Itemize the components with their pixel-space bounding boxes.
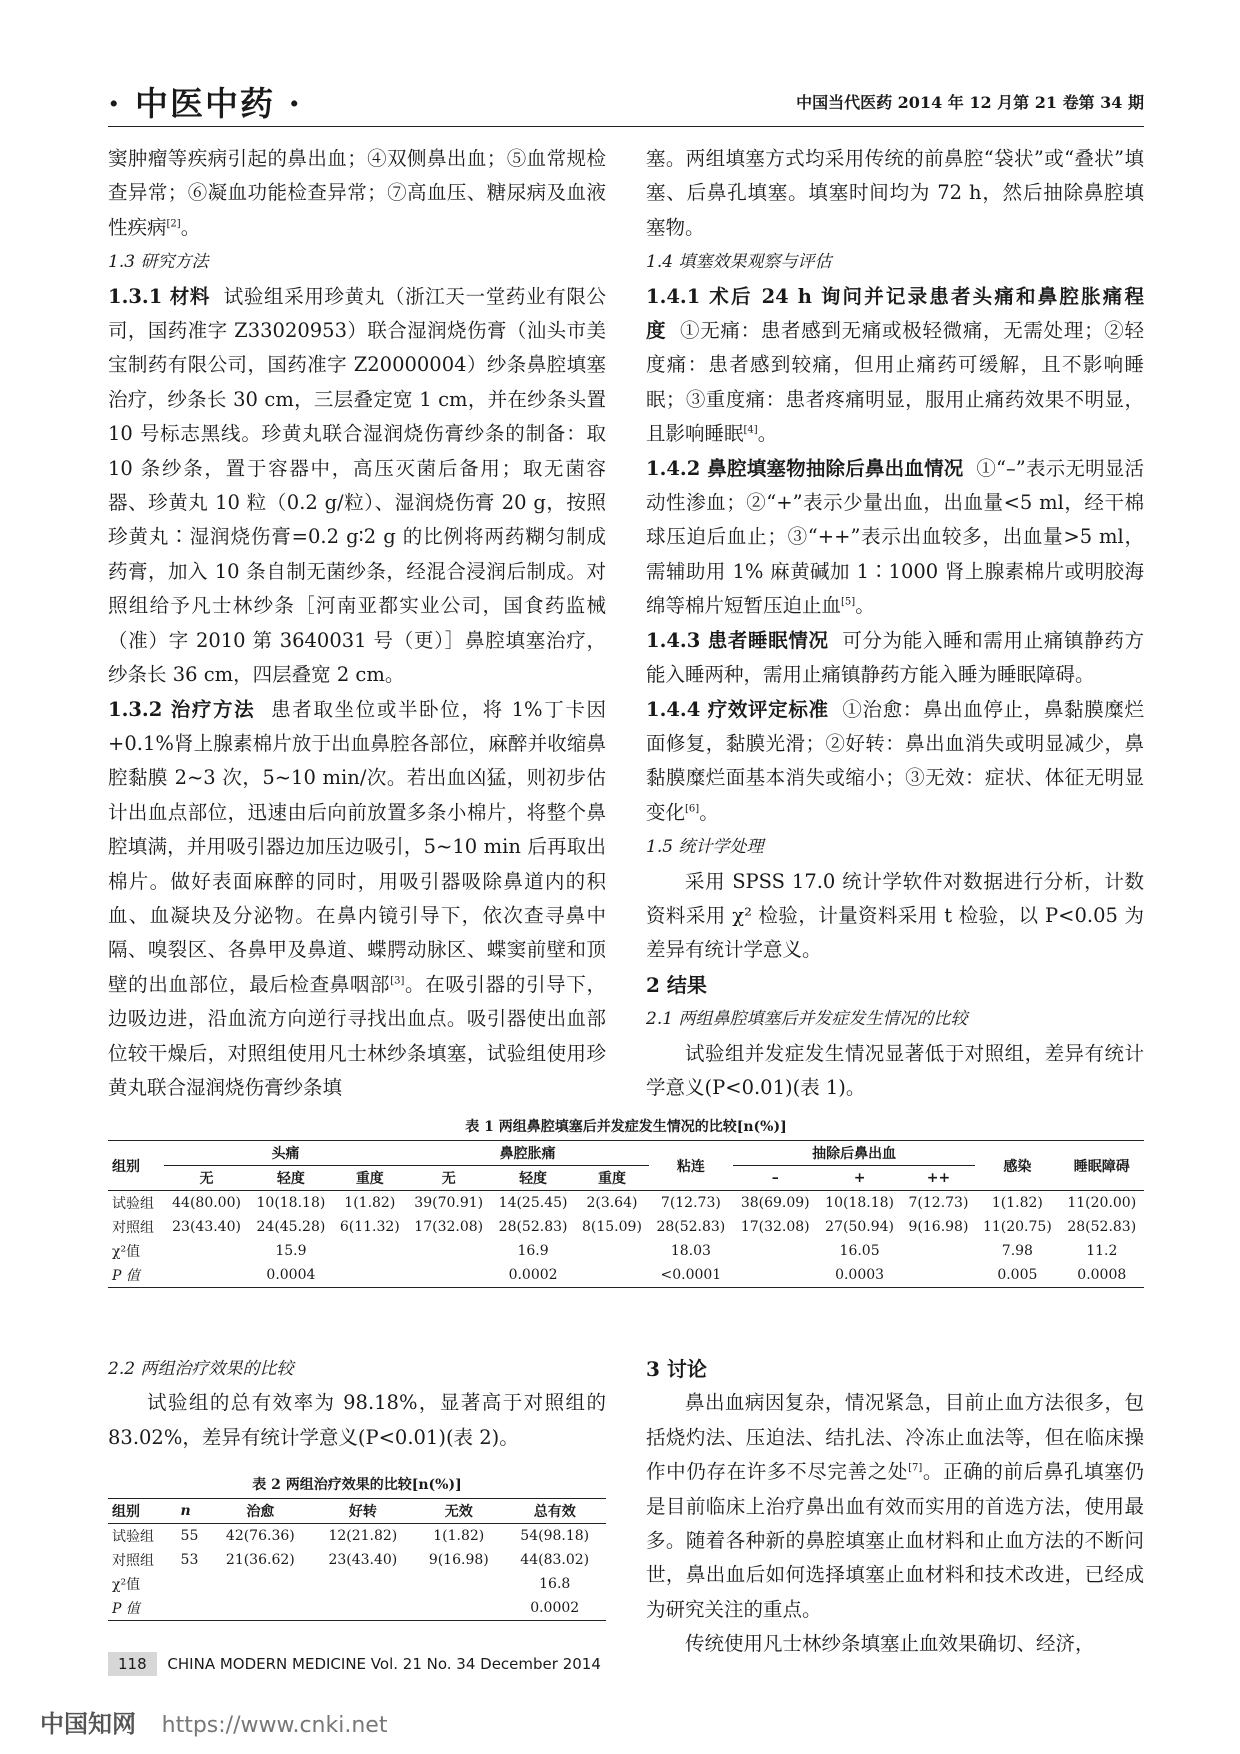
subsection-heading: 1.4.2 鼻腔填塞物抽除后鼻出血情况 bbox=[646, 456, 964, 480]
section-heading: 2 结果 bbox=[646, 972, 707, 997]
efficacy-table bbox=[108, 1498, 606, 1621]
column-header: 无效 bbox=[414, 1499, 503, 1524]
column-header: n bbox=[177, 1499, 210, 1524]
column-group-header: 抽除后鼻出血 bbox=[733, 1141, 975, 1166]
table-row bbox=[108, 1239, 1144, 1263]
subsection-heading: 1.3.1 材料 bbox=[108, 284, 211, 308]
paragraph: 1.4.3 患者睡眠情况 可分为能入睡和需用止痛镇静药方能入睡两种，需用止痛镇静药方能入睡为睡眠障碍。 bbox=[646, 628, 1144, 687]
cell: 试验组 bbox=[112, 1196, 154, 1212]
paragraph: 鼻出血病因复杂，情况紧急，目前止血方法很多，包括烧灼法、压迫法、结扎法、冷冻止血法等，但在临床操作中仍存在许多不尽完善之处[7]。正确的前后鼻孔填塞仍是目前临床上治疗鼻出血有效而实用的首选方法，使用最多。随着各种新的鼻腔填塞止血材料和止血方法的不断问世，鼻出血后如何选择填塞止血材料和技术改进，已经成为研究关注的重点。 bbox=[646, 1391, 1144, 1621]
table-1 bbox=[108, 1116, 1144, 1288]
cell: 14(25.45) bbox=[498, 1195, 568, 1211]
cell: 12(21.82) bbox=[328, 1528, 398, 1544]
cell: 9(16.98) bbox=[428, 1552, 489, 1568]
subheader: 重度 bbox=[575, 1166, 648, 1191]
complications-table bbox=[108, 1140, 1144, 1288]
citation: [3] bbox=[390, 975, 405, 987]
subheader: ++ bbox=[902, 1166, 975, 1191]
paragraph: 塞。两组填塞方式均采用传统的前鼻腔“袋状”或“叠状”填塞、后鼻孔填塞。填塞时间均为 72 h，然后抽除鼻腔填塞物。 bbox=[646, 147, 1144, 239]
right-column bbox=[646, 142, 1144, 1105]
cell: 17(32.08) bbox=[414, 1219, 484, 1235]
column-header: 组别 bbox=[108, 1499, 177, 1524]
cnki-brand: 中国知网 bbox=[40, 1710, 136, 1738]
subsection-heading: 1.4.1 术后 24 h 询问并记录患者头痛和鼻腔胀痛程度 bbox=[646, 284, 1144, 343]
cell: χ²值 bbox=[112, 1577, 141, 1593]
column-header: 总有效 bbox=[503, 1499, 606, 1524]
citation: [5] bbox=[841, 596, 856, 608]
cell: 对照组 bbox=[112, 1220, 154, 1236]
cell: 28(52.83) bbox=[656, 1219, 726, 1235]
cell: 44(83.02) bbox=[520, 1552, 590, 1568]
cell: 16.9 bbox=[517, 1243, 549, 1259]
subheader: 重度 bbox=[333, 1166, 406, 1191]
cell: 17(32.08) bbox=[740, 1219, 810, 1235]
column-header: 治愈 bbox=[209, 1499, 312, 1524]
header-rule bbox=[108, 126, 1144, 127]
cnki-url[interactable]: https://www.cnki.net bbox=[161, 1713, 388, 1738]
citation: [4] bbox=[743, 424, 758, 436]
cell: 28(52.83) bbox=[498, 1219, 568, 1235]
paragraph: 1.4.1 术后 24 h 询问并记录患者头痛和鼻腔胀痛程度 ①无痛：患者感到无痛或极轻微痛，无需处理；②轻度痛：患者感到较痛，但用止痛药可缓解，且不影响睡眠；③重度痛：患者疼痛明显，服用止痛药效果不明显，且影响睡眠[4]。 bbox=[646, 284, 1144, 446]
cell: 1(1.82) bbox=[344, 1195, 396, 1211]
cell: 11(20.75) bbox=[982, 1219, 1052, 1235]
cell: 7(12.73) bbox=[908, 1195, 969, 1211]
cell: 10(18.18) bbox=[256, 1195, 326, 1211]
cell: 1(1.82) bbox=[991, 1195, 1043, 1211]
subsection-heading: 1.4.4 疗效评定标准 bbox=[646, 697, 829, 721]
citation: [6] bbox=[685, 803, 700, 815]
section-title: · 中医中药 · bbox=[108, 84, 302, 123]
paragraph: 1.3.2 治疗方法 患者取坐位或半卧位，将 1%丁卡因+0.1%肾上腺素棉片放于出血鼻腔各部位，麻醉并收缩鼻腔黏膜 2~3 次，5~10 min/次。若出血凶猛，则初步估计出血点部位，迅速由后向前放置多条小棉片，将整个鼻腔填满，并用吸引器边加压边吸引，5~10 min 后再取出棉片。做好表面麻醉的同时，用吸引器吸除鼻道内的积血、血凝块及分泌物。在鼻内镜引导下，依次查寻鼻中隔、嗅裂区、各鼻甲及鼻道、蝶腭动脉区、蝶窦前壁和顶壁的出血部位，最后检查鼻咽部[3]。在吸引器的引导下，边吸边进，沿血流方向逆行寻找出血点。吸引器使出血部位较干燥后，对照组使用凡士林纱条填塞，试验组使用珍黄丸联合湿润烧伤膏纱条填 bbox=[108, 697, 606, 1099]
cell: P 值 bbox=[108, 1596, 177, 1621]
section-heading: 3 讨论 bbox=[646, 1357, 707, 1381]
cell: 9(16.98) bbox=[908, 1219, 969, 1235]
cell: 23(43.40) bbox=[328, 1552, 398, 1568]
paragraph: 1.3.1 材料 试验组采用珍黄丸（浙江天一堂药业有限公司，国药准字 Z33020953）联合湿润烧伤膏（汕头市美宝制药有限公司，国药准字 Z20000004）纱条鼻腔填塞治疗，纱条长 30 cm，三层叠定宽 1 cm，并在纱条头置 10 号标志黑线。珍黄丸联合湿润烧伤膏纱条的制备：取 10 条纱条，置于容器中，高压灭菌后备用；取无菌容器、珍黄丸 10 粒（0.2 g/粒）、湿润烧伤膏 20 g，按照珍黄丸∶湿润烧伤膏=0.2 g∶2 g 的比例将两药糊匀制成药膏，加入 10 条自制无菌纱条，经混合浸润后制成。对照组给予凡士林纱条［河南亚都实业公司，国食药监械（准）字 2010 第 3640031 号（更）］鼻腔填塞治疗，纱条长 36 cm，四层叠宽 2 cm。 bbox=[108, 284, 606, 687]
cell: 38(69.09) bbox=[740, 1195, 810, 1211]
cell: <0.0001 bbox=[649, 1263, 733, 1288]
paragraph: 1.4.2 鼻腔填塞物抽除后鼻出血情况 ①“–”表示无明显活动性渗血；②“+”表示少量出血，出血量<5 ml，经干棉球压迫后血止；③“++”表示出血较多，出血量>5 ml，需辅助用 1% 麻黄碱加 1∶1000 肾上腺素棉片或明胶海绵等棉片短暂压迫止血[5]。 bbox=[646, 456, 1144, 618]
table-row bbox=[108, 1596, 606, 1621]
table-row bbox=[108, 1263, 1144, 1288]
subsection-heading: 1.3.2 治疗方法 bbox=[108, 697, 256, 721]
cell: 16.8 bbox=[539, 1576, 571, 1592]
table-row bbox=[108, 1572, 606, 1596]
cell: 18.03 bbox=[670, 1243, 711, 1259]
cell: 0.0002 bbox=[491, 1263, 575, 1288]
section-heading: 1.4 填塞效果观察与评估 bbox=[646, 252, 832, 273]
section-heading: 1.3 研究方法 bbox=[108, 252, 209, 273]
cell: P 值 bbox=[108, 1263, 164, 1288]
left-column bbox=[108, 142, 606, 1105]
page-footer bbox=[108, 1652, 601, 1682]
right-column-lower bbox=[646, 1352, 1144, 1662]
section-heading: 2.1 两组鼻腔填塞后并发症发生情况的比较 bbox=[646, 1009, 968, 1030]
left-column-lower bbox=[108, 1352, 606, 1455]
citation: [2] bbox=[166, 218, 181, 230]
page-header bbox=[108, 78, 1144, 124]
subheader: – bbox=[733, 1166, 817, 1191]
cell: 1(1.82) bbox=[433, 1528, 485, 1544]
cell: 11(20.00) bbox=[1067, 1195, 1137, 1211]
paragraph: 采用 SPSS 17.0 统计学软件对数据进行分析，计数资料采用 χ² 检验，计量资料采用 t 检验，以 P<0.05 为差异有统计学意义。 bbox=[646, 869, 1144, 962]
cell: 0.005 bbox=[975, 1263, 1059, 1288]
section-heading: 2.2 两组治疗效果的比较 bbox=[108, 1359, 294, 1379]
paragraph: 试验组的总有效率为 98.18%，显著高于对照组的 83.02%，差异有统计学意义(P<0.01)(表 2)。 bbox=[108, 1391, 606, 1449]
column-header: 粘连 bbox=[649, 1141, 733, 1191]
cell: 24(45.28) bbox=[256, 1219, 326, 1235]
cell: 53 bbox=[180, 1552, 199, 1568]
cell: 15.9 bbox=[275, 1243, 307, 1259]
column-group-header: 头痛 bbox=[164, 1141, 406, 1166]
citation: [7] bbox=[908, 1462, 923, 1474]
subheader: 无 bbox=[407, 1166, 491, 1191]
table-caption: 表 1 两组鼻腔填塞后并发症发生情况的比较[n(%)] bbox=[465, 1119, 787, 1135]
cell: 27(50.94) bbox=[825, 1219, 894, 1235]
paragraph: 1.4.4 疗效评定标准 ①治愈：鼻出血停止，鼻黏膜糜烂面修复，黏膜光滑；②好转：鼻出血消失或明显减少，鼻黏膜糜烂面基本消失或缩小；③无效：症状、体征无明显变化[6]。 bbox=[646, 697, 1144, 824]
table-row bbox=[108, 1215, 1144, 1239]
cell: 0.0002 bbox=[503, 1596, 606, 1621]
cell: 23(43.40) bbox=[172, 1219, 241, 1235]
cell: 39(70.91) bbox=[414, 1195, 484, 1211]
subsection-heading: 1.4.3 患者睡眠情况 bbox=[646, 628, 829, 652]
cell: 16.05 bbox=[839, 1243, 880, 1259]
subheader: 无 bbox=[164, 1166, 248, 1191]
column-header: 睡眠障碍 bbox=[1060, 1141, 1144, 1191]
cell: 54(98.18) bbox=[520, 1528, 590, 1544]
cell: 6(11.32) bbox=[339, 1219, 400, 1235]
cell: 28(52.83) bbox=[1067, 1219, 1137, 1235]
subheader: 轻度 bbox=[491, 1166, 575, 1191]
cell: 2(3.64) bbox=[586, 1195, 638, 1211]
cell: 0.0003 bbox=[817, 1263, 901, 1288]
cell: 试验组 bbox=[112, 1529, 154, 1545]
cell: 8(15.09) bbox=[582, 1219, 642, 1235]
page-number: 118 bbox=[108, 1652, 157, 1676]
table-2 bbox=[108, 1474, 606, 1621]
paragraph: 窦肿瘤等疾病引起的鼻出血；④双侧鼻出血；⑤血常规检查异常；⑥凝血功能检查异常；⑦高血压、糖尿病及血液性疾病[2]。 bbox=[108, 147, 606, 239]
column-group-header: 鼻腔胀痛 bbox=[407, 1141, 649, 1166]
cell: 7.98 bbox=[1001, 1243, 1033, 1259]
subheader: + bbox=[817, 1166, 901, 1191]
table-row bbox=[108, 1524, 606, 1549]
journal-issue: 中国当代医药 2014 年 12 月第 21 卷第 34 期 bbox=[796, 93, 1144, 112]
cell: 21(36.62) bbox=[225, 1552, 295, 1568]
cell: 0.0008 bbox=[1060, 1263, 1144, 1288]
cell: 0.0004 bbox=[249, 1263, 333, 1288]
paragraph: 传统使用凡士林纱条填塞止血效果确切、经济， bbox=[685, 1632, 1095, 1656]
column-header: 组别 bbox=[108, 1141, 164, 1191]
paragraph: 试验组并发症发生情况显著低于对照组，差异有统计学意义(P<0.01)(表 1)。 bbox=[646, 1041, 1144, 1099]
cell: 10(18.18) bbox=[825, 1195, 894, 1211]
cell: 7(12.73) bbox=[660, 1195, 721, 1211]
table-caption: 表 2 两组治疗效果的比较[n(%)] bbox=[252, 1477, 462, 1493]
table-row bbox=[108, 1191, 1144, 1216]
journal-name-en: CHINA MODERN MEDICINE Vol. 21 No. 34 December 2014 bbox=[167, 1655, 601, 1673]
cell: 55 bbox=[180, 1528, 199, 1544]
column-header: 感染 bbox=[975, 1141, 1059, 1191]
table-row bbox=[108, 1548, 606, 1572]
section-heading: 1.5 统计学处理 bbox=[646, 837, 764, 858]
cell: 11.2 bbox=[1086, 1243, 1118, 1259]
watermark bbox=[40, 1704, 387, 1739]
subheader: 轻度 bbox=[249, 1166, 333, 1191]
cell: 42(76.36) bbox=[225, 1528, 295, 1544]
cell: 44(80.00) bbox=[172, 1195, 241, 1211]
column-header: 好转 bbox=[312, 1499, 415, 1524]
cell: χ²值 bbox=[112, 1244, 141, 1260]
cell: 对照组 bbox=[112, 1553, 154, 1569]
